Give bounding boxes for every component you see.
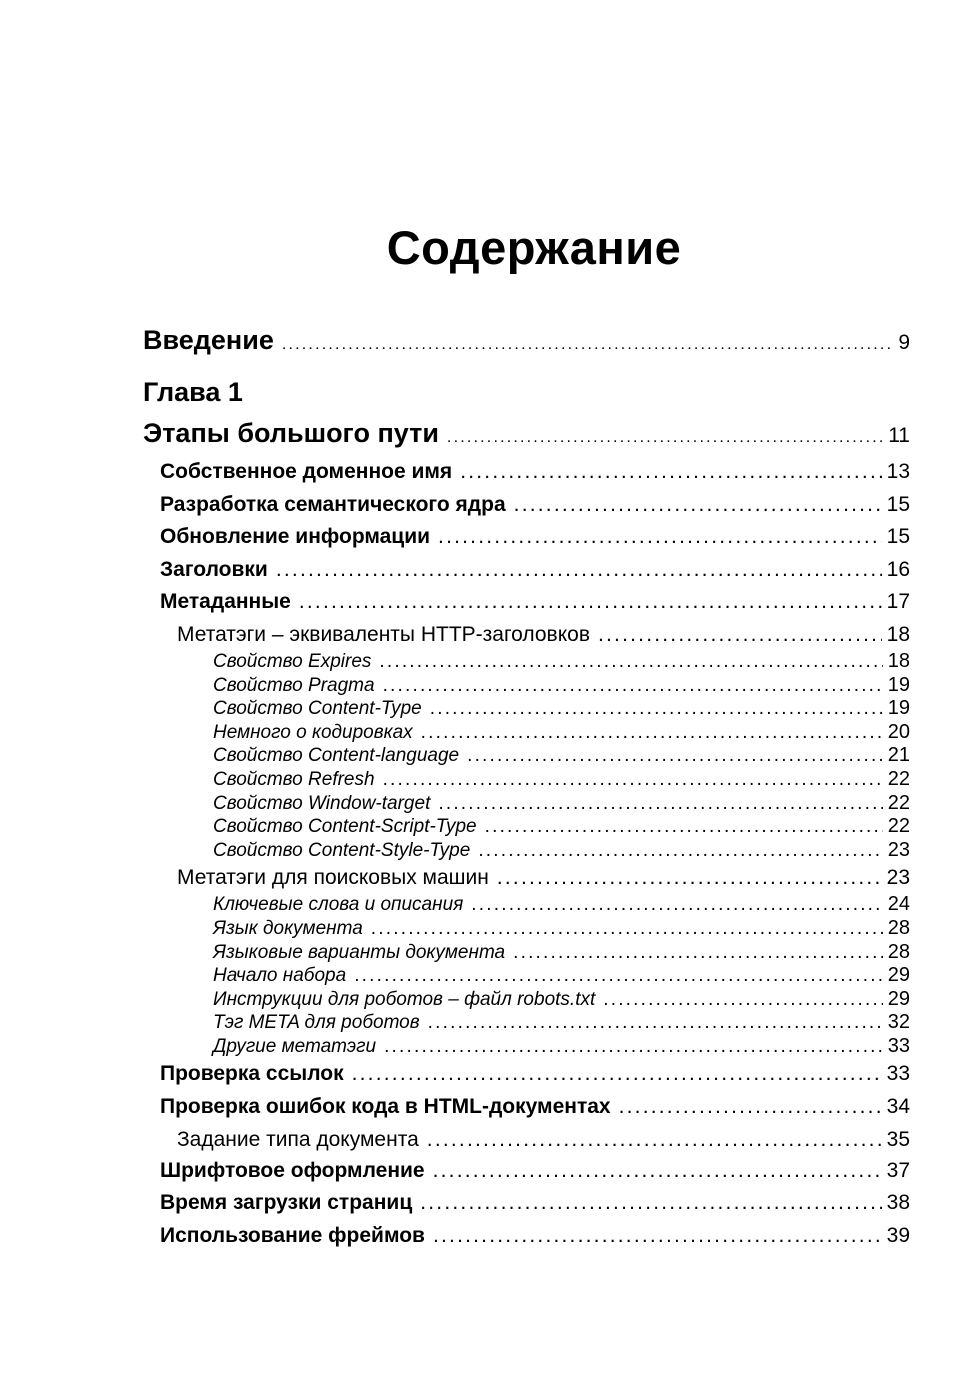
toc-entry[interactable] xyxy=(143,941,910,965)
toc-entry[interactable] xyxy=(143,619,910,650)
toc-entry[interactable] xyxy=(143,792,910,816)
dot-leader xyxy=(478,839,882,863)
toc-entry[interactable] xyxy=(143,988,910,1012)
toc-entry[interactable] xyxy=(143,554,910,587)
toc-entry[interactable] xyxy=(143,456,910,489)
chapter-label: Глава 1 xyxy=(143,377,243,407)
toc-entry-page: 15 xyxy=(886,525,910,549)
toc-entry-label: Немного о кодировках xyxy=(213,721,413,743)
toc-entry-label: Ключевые слова и описания xyxy=(213,894,464,916)
toc-entry[interactable] xyxy=(143,964,910,988)
toc-entry-label: Собственное доменное имя xyxy=(160,460,453,483)
toc-entry-page: 39 xyxy=(886,1223,910,1247)
dot-leader xyxy=(276,554,882,587)
toc-entry-label: Этапы большого пути xyxy=(143,418,439,448)
toc-entry-label: Проверка ссылок xyxy=(160,1062,344,1086)
toc-entry-page: 16 xyxy=(886,557,910,581)
dot-leader xyxy=(420,1187,881,1220)
dot-leader xyxy=(619,1091,882,1124)
toc-entry-label: Разработка семантического ядра xyxy=(160,492,506,516)
toc-entry-label: Свойство Window-target xyxy=(213,792,431,814)
toc-entry[interactable] xyxy=(143,697,910,721)
toc-entry-page: 17 xyxy=(886,590,910,614)
toc-entry-label: Свойство Expires xyxy=(213,650,372,672)
toc-entry-label: Обновление информации xyxy=(160,525,431,549)
toc-entry-label: Свойство Pragma xyxy=(213,674,375,696)
toc-entry-label: Свойство Content-Style-Type xyxy=(213,839,471,861)
dot-leader xyxy=(514,489,882,522)
toc-entry-page: 13 xyxy=(886,460,910,483)
toc-entry[interactable] xyxy=(143,1187,910,1220)
toc-entry-page: 37 xyxy=(886,1158,910,1182)
dot-leader xyxy=(384,1035,883,1059)
toc-entry-page: 33 xyxy=(886,1062,910,1086)
toc-entry-intro[interactable] xyxy=(143,318,910,362)
dot-leader xyxy=(433,1155,882,1188)
page-title: Содержание xyxy=(386,221,682,274)
toc-entry[interactable] xyxy=(143,1058,910,1091)
toc-entry-page: 28 xyxy=(887,940,910,963)
toc-entry-label: Свойство Content-Script-Type xyxy=(213,816,477,838)
toc-entry[interactable] xyxy=(143,744,910,768)
toc-entry[interactable] xyxy=(143,674,910,698)
dot-leader xyxy=(467,744,883,768)
toc-entry-label: Свойство Content-Type xyxy=(213,698,422,720)
dot-leader xyxy=(433,1220,882,1253)
toc-entry-page: 19 xyxy=(887,673,910,696)
toc-entry[interactable] xyxy=(143,815,910,839)
dot-leader xyxy=(603,988,883,1012)
toc-entry-page: 29 xyxy=(887,987,910,1010)
toc-entry[interactable] xyxy=(143,721,910,745)
toc-entry-page: 15 xyxy=(886,492,910,516)
toc-entry-label: Проверка ошибок кода в HTML-документах xyxy=(160,1095,611,1119)
toc-entry-page: 32 xyxy=(887,1011,910,1034)
toc-entry-label: Метатэги для поисковых машин xyxy=(177,866,489,890)
toc-entry[interactable] xyxy=(143,1091,910,1124)
toc-entry-label: Метаданные xyxy=(160,590,291,614)
toc-entry-page: 34 xyxy=(886,1095,910,1119)
dot-leader xyxy=(352,1058,882,1091)
toc-entry-page: 23 xyxy=(887,838,910,861)
toc-entry-label: Свойство Content-language xyxy=(213,745,460,767)
toc-entry-label: Свойство Refresh xyxy=(213,768,375,790)
dot-leader xyxy=(354,964,883,988)
toc-entry-label: Шрифтовое оформление xyxy=(160,1158,425,1182)
toc-entry[interactable] xyxy=(143,768,910,792)
toc-entry[interactable] xyxy=(143,586,910,619)
toc-entry-label: Введение xyxy=(143,325,274,355)
dot-leader xyxy=(497,862,882,893)
toc-entry[interactable] xyxy=(143,1155,910,1188)
toc-entry-label: Использование фреймов xyxy=(160,1223,425,1247)
dot-leader xyxy=(430,697,883,721)
toc-entry-page: 33 xyxy=(887,1034,910,1057)
toc-entry[interactable] xyxy=(143,893,910,917)
dot-leader xyxy=(427,1124,882,1155)
toc-entry-label: Другие метатэги xyxy=(213,1035,377,1057)
toc-entry-page: 24 xyxy=(887,893,910,916)
dot-leader xyxy=(383,674,883,698)
toc-entry[interactable] xyxy=(143,839,910,863)
toc-entry[interactable] xyxy=(143,521,910,554)
dot-leader xyxy=(383,768,883,792)
toc-entry[interactable] xyxy=(143,489,910,522)
toc-entry-label: Инструкции для роботов – файл robots.txt xyxy=(213,988,596,1010)
dot-leader xyxy=(438,521,882,554)
toc-entry-page: 23 xyxy=(886,866,910,890)
toc-entry-chapter[interactable] xyxy=(143,412,910,454)
toc-entry[interactable] xyxy=(143,917,910,941)
toc-entry-page: 35 xyxy=(886,1127,910,1151)
toc-entry-label: Начало набора xyxy=(213,965,347,987)
dot-leader xyxy=(428,1011,883,1035)
dot-leader xyxy=(460,456,881,489)
toc-entry-label: Время загрузки страниц xyxy=(160,1191,413,1215)
toc-entry-label: Метатэги – эквиваленты HTTP-заголовков xyxy=(177,622,590,646)
toc-entry-label: Языковые варианты документа xyxy=(213,941,506,963)
toc-entry-page: 22 xyxy=(887,767,910,790)
toc-entry-page: 18 xyxy=(887,649,910,672)
table-of-contents xyxy=(143,318,910,1252)
toc-entry[interactable] xyxy=(143,862,910,893)
toc-entry-page: 20 xyxy=(887,720,910,743)
dot-leader xyxy=(513,941,883,965)
toc-entry-page: 38 xyxy=(886,1191,910,1215)
dot-leader xyxy=(421,721,883,745)
toc-entry[interactable] xyxy=(143,1035,910,1059)
dot-leader xyxy=(471,893,882,917)
dot-leader xyxy=(282,323,893,362)
toc-entry-page: 28 xyxy=(887,916,910,939)
toc-entry-label: Задание типа документа xyxy=(177,1127,419,1151)
dot-leader xyxy=(371,917,883,941)
toc-entry-label: Заголовки xyxy=(160,557,268,581)
dot-leader xyxy=(598,619,882,650)
dot-leader xyxy=(438,792,882,816)
toc-entry-page: 22 xyxy=(887,791,910,814)
toc-entry[interactable] xyxy=(143,1220,910,1253)
toc-entry-page: 18 xyxy=(886,622,910,646)
toc-entry-label: Тэг META для роботов xyxy=(213,1012,420,1034)
toc-entry-page: 11 xyxy=(888,424,910,447)
toc-entry-page: 21 xyxy=(887,744,910,767)
toc-entry-page: 22 xyxy=(887,815,910,838)
toc-entry[interactable] xyxy=(143,1011,910,1035)
dot-leader xyxy=(485,815,883,839)
dot-leader xyxy=(447,417,883,454)
dot-leader xyxy=(379,650,882,674)
toc-entry[interactable] xyxy=(143,1124,910,1155)
toc-entry-label: Язык документа xyxy=(213,917,363,939)
toc-entry-page: 9 xyxy=(898,331,910,354)
dot-leader xyxy=(299,586,882,619)
toc-entry[interactable] xyxy=(143,650,910,674)
toc-entry-page: 19 xyxy=(887,697,910,720)
toc-entry-page: 29 xyxy=(887,964,910,987)
